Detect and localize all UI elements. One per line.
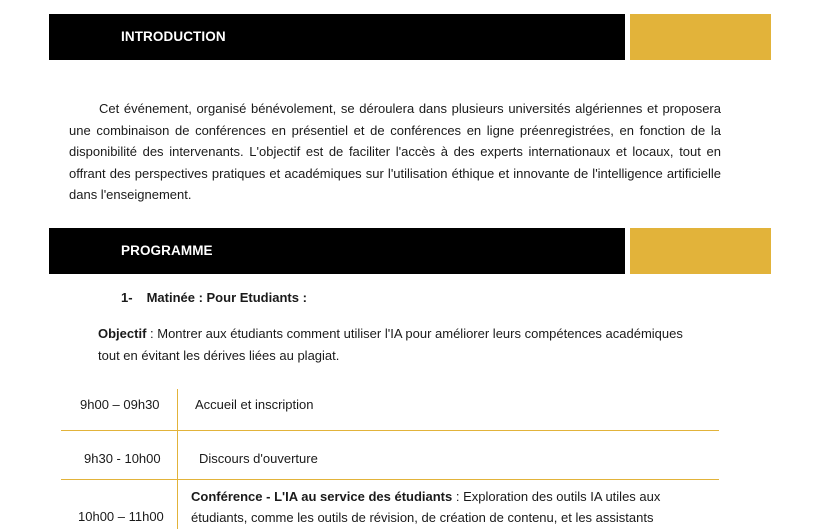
schedule-row-divider [61, 430, 719, 431]
programme-header-band [49, 228, 625, 274]
schedule-activity-title: Conférence - L'IA au service des étudiants [191, 489, 453, 504]
schedule-activity [191, 486, 711, 528]
matinee-title: Matinée : Pour Etudiants : [146, 290, 307, 305]
matinee-heading [121, 290, 307, 305]
schedule-activity: Accueil et inscription [195, 397, 314, 412]
objectif-text: : Montrer aux étudiants comment utiliser l'IA pour améliorer leurs compétences académiques tout en évitant les dérives liées au plagiat. [98, 326, 683, 363]
programme-heading: PROGRAMME [121, 243, 213, 258]
schedule-activity: Discours d'ouverture [199, 451, 318, 466]
schedule-column-divider [177, 389, 178, 529]
introduction-accent-block [630, 14, 771, 60]
matinee-number: 1- [121, 290, 133, 305]
schedule-time: 10h00 – 11h00 [78, 509, 164, 524]
introduction-heading: INTRODUCTION [121, 29, 226, 44]
introduction-paragraph: Cet événement, organisé bénévolement, se déroulera dans plusieurs universités algériennes et proposera une combinaison de conférences en présentiel et de conférences en ligne préenregistrées, en fonction de la disponibilité des intervenants. L'objectif est de faciliter l'accès à des experts internationaux et locaux, tout en offrant des perspectives pratiques et académiques sur l'utilisation éthique et innovante de l'intelligence artificielle dans l'enseignement. [69, 101, 721, 202]
objectif-label: Objectif [98, 326, 147, 341]
introduction-header-band [49, 14, 625, 60]
programme-accent-block [630, 228, 771, 274]
schedule-row-divider [61, 479, 719, 480]
schedule-time: 9h00 – 09h30 [80, 397, 160, 412]
schedule-activity-description: : Exploration des outils IA utiles aux étudiants, comme les outils de révision, de création de contenu, et les assistants [191, 489, 661, 525]
schedule-time: 9h30 - 10h00 [84, 451, 161, 466]
objectif-paragraph [98, 323, 688, 366]
